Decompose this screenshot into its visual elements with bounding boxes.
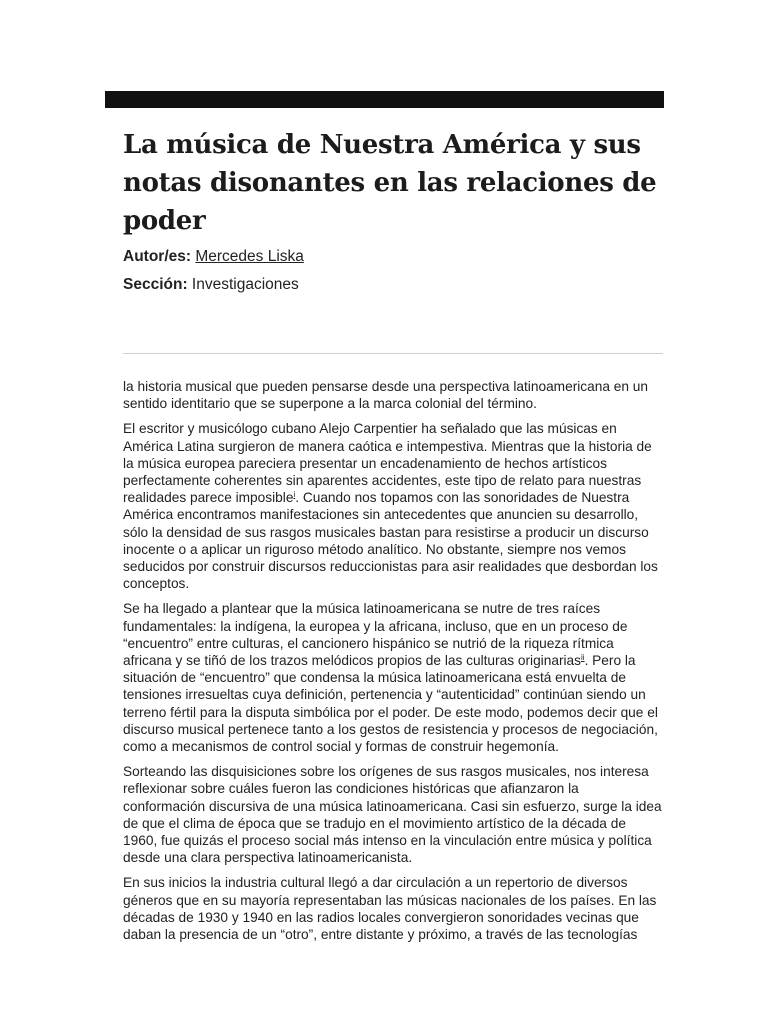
paragraph-3-text-b: . Pero la situación de “encuentro” que condensa la música latinoamericana está envuelta de tensiones irresueltas cuya definición, pertenencia y “autenticidad” continúan siendo un terreno fértil para la disputa simbólica por el poder. De este modo, podemos decir que el discurso musical pertenece tanto a los gestos de resistencia y procesos de negociación, como a mecanismos de control social y formas de construir hegemonía.: [123, 653, 658, 755]
paragraph-2-text-a: El escritor y musicólogo cubano Alejo Carpentier ha señalado que las músicas en América Latina surgieron de manera caótica e intempestiva. Mientras que la historia de la música europea pareciera presentar un encadenamiento de hechos artísticos perfectamente coherentes sin aparentes accidentes, este tipo de relato para nuestras realidades parece imposible: [123, 421, 652, 506]
author-label: Autor/es:: [123, 248, 192, 265]
paragraph-3-text-a: Se ha llegado a plantear que la música latinoamericana se nutre de tres raíces fundamentales: la indígena, la europea y la africana, incluso, que en un proceso de “encuentro” entre culturas, el cancionero hispánico se nutrió de la riqueza rítmica africana y se tiñó de los trazos melódicos propios de las culturas originarias: [123, 601, 628, 669]
section-value: Investigaciones: [191, 276, 299, 293]
article-title: La música de Nuestra América y sus notas disonantes en las relaciones de poder: [123, 130, 657, 236]
paragraph-2: [123, 420, 663, 592]
section-line: [123, 276, 663, 294]
author-link[interactable]: Mercedes Liska: [195, 248, 304, 265]
paragraph-5: En sus inicios la industria cultural llegó a dar circulación a un repertorio de diversos géneros que en su mayoría representaban las músicas nacionales de los países. En las décadas de 1930 y 1940 en las radios locales convergieron sonoridades vecinas que daban la presencia de un “otro”, entre distante y próximo, a través de las tecnologías: [123, 875, 657, 943]
header-bar: [105, 91, 664, 108]
paragraph-4: Sorteando las disquisiciones sobre los orígenes de sus rasgos musicales, nos interesa reflexionar sobre cuáles fueron las condiciones históricas que afianzaron la conformación discursiva de una música latinoamericana. Casi sin esfuerzo, surge la idea de que el clima de época que se tradujo en el movimiento artístico de la década de 1960, fue quizás el proceso social más intenso en la vinculación entre música y política desde una clara perspectiva latinoamericanista.: [123, 764, 662, 866]
paragraph-2-text-b: . Cuando nos topamos con las sonoridades de Nuestra América encontramos manifestaciones sin antecedentes que anuncien su desarrollo, sólo la densidad de sus rasgos musicales bastan para resistirse a producir un discurso inocente o a aplicar un riguroso método analítico. No obstante, siempre nos vemos seducidos por construir discursos reduccionistas para asir realidades que desbordan los conceptos.: [123, 490, 658, 592]
footnote-ref-1[interactable]: i: [293, 490, 296, 500]
section-label: Sección:: [123, 276, 188, 293]
footnote-ref-2[interactable]: ii: [581, 653, 585, 663]
author-line: [123, 248, 663, 266]
divider: [123, 353, 663, 354]
article-body: [123, 378, 663, 951]
paragraph-3: [123, 600, 663, 755]
paragraph-1: la historia musical que pueden pensarse desde una perspectiva latinoamericana en un sentido identitario que se superpone a la marca colonial del término.: [123, 379, 649, 412]
